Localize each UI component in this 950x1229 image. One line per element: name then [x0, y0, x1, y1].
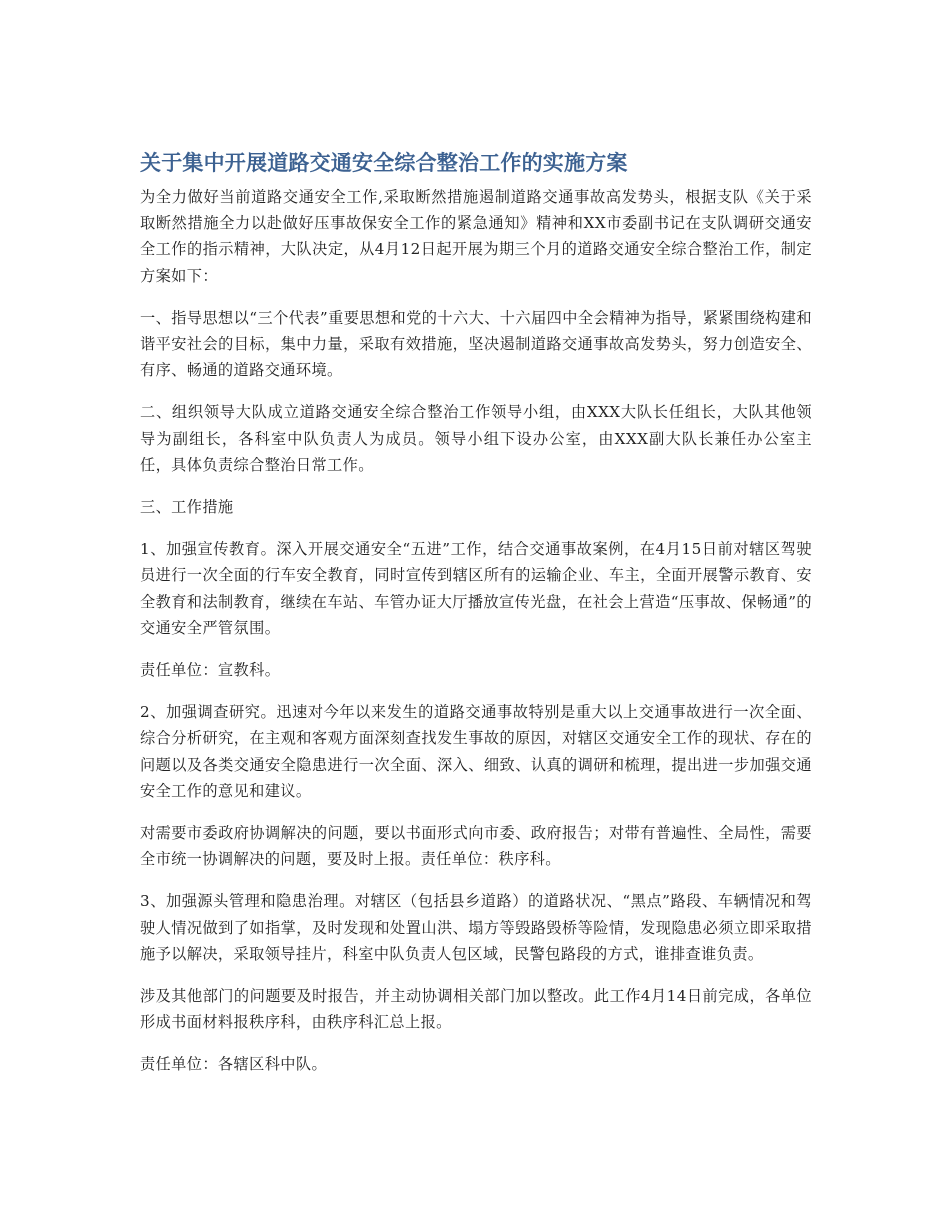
measure-3-followup-paragraph: 涉及其他部门的问题要及时报告，并主动协调相关部门加以整改。此工作4月14日前完成，各单位形成书面材料报秩序科，由秩序科汇总上报。: [140, 987, 812, 1032]
guiding-ideology-paragraph: 一、指导思想以“三个代表”重要思想和党的十六大、十六届四中全会精神为指导，紧紧围绕构建和谐平安社会的目标，集中力量，采取有效措施，坚决遏制道路交通事故高发势头，努力创造安全、有序、畅通的道路交通环境。: [140, 308, 812, 380]
document-body: [140, 148, 812, 1094]
measure-3-paragraph: 3、加强源头管理和隐患治理。对辖区（包括县乡道路）的道路状况、“黑点”路段、车辆情况和驾驶人情况做到了如指掌，及时发现和处置山洪、塌方等毁路毁桥等险情，发现隐患必须立即采取措施予以解决，采取领导挂片，科室中队负责人包区域，民警包路段的方式，谁排查谁负责。: [140, 892, 812, 963]
organization-paragraph: 二、组织领导大队成立道路交通安全综合整治工作领导小组，由XXX大队长任组长，大队其他领导为副组长，各科室中队负责人为成员。领导小组下设办公室，由XXX副大队长兼任办公室主任，具体负责综合整治日常工作。: [140, 403, 812, 474]
measures-heading: 三、工作措施: [140, 498, 234, 517]
document-title: 关于集中开展道路交通安全综合整治工作的实施方案: [140, 151, 628, 175]
measure-1-responsible-unit: 责任单位：宣教科。: [140, 661, 281, 680]
measure-1-paragraph: 1、加强宣传教育。深入开展交通安全“五进”工作，结合交通事故案例，在4月15日前对辖区驾驶员进行一次全面的行车安全教育，同时宣传到辖区所有的运输企业、车主，全面开展警示教育、安全教育和法制教育，继续在车站、车管办证大厅播放宣传光盘，在社会上营造“压事故、保畅通”的交通安全严管氛围。: [140, 540, 812, 637]
measure-2-paragraph: 2、加强调查研究。迅速对今年以来发生的道路交通事故特别是重大以上交通事故进行一次全面、综合分析研究，在主观和客观方面深刻查找发生事故的原因，对辖区交通安全工作的现状、存在的问题以及各类交通安全隐患进行一次全面、深入、细致、认真的调研和梳理，提出进一步加强交通安全工作的意见和建议。: [140, 703, 812, 800]
measure-3-responsible-unit: 责任单位：各辖区科中队。: [140, 1055, 328, 1074]
measure-2-followup-paragraph: 对需要市委政府协调解决的问题，要以书面形式向市委、政府报告；对带有普遍性、全局性，需要全市统一协调解决的问题，要及时上报。责任单位：秩序科。: [140, 824, 812, 869]
intro-paragraph: 为全力做好当前道路交通安全工作,采取断然措施遏制道路交通事故高发势头，根据支队《关于采取断然措施全力以赴做好压事故保安全工作的紧急通知》精神和XX市委副书记在支队调研交通安全工作的指示精神，大队决定，从4月12日起开展为期三个月的道路交通安全综合整治工作，制定方案如下：: [140, 188, 812, 285]
